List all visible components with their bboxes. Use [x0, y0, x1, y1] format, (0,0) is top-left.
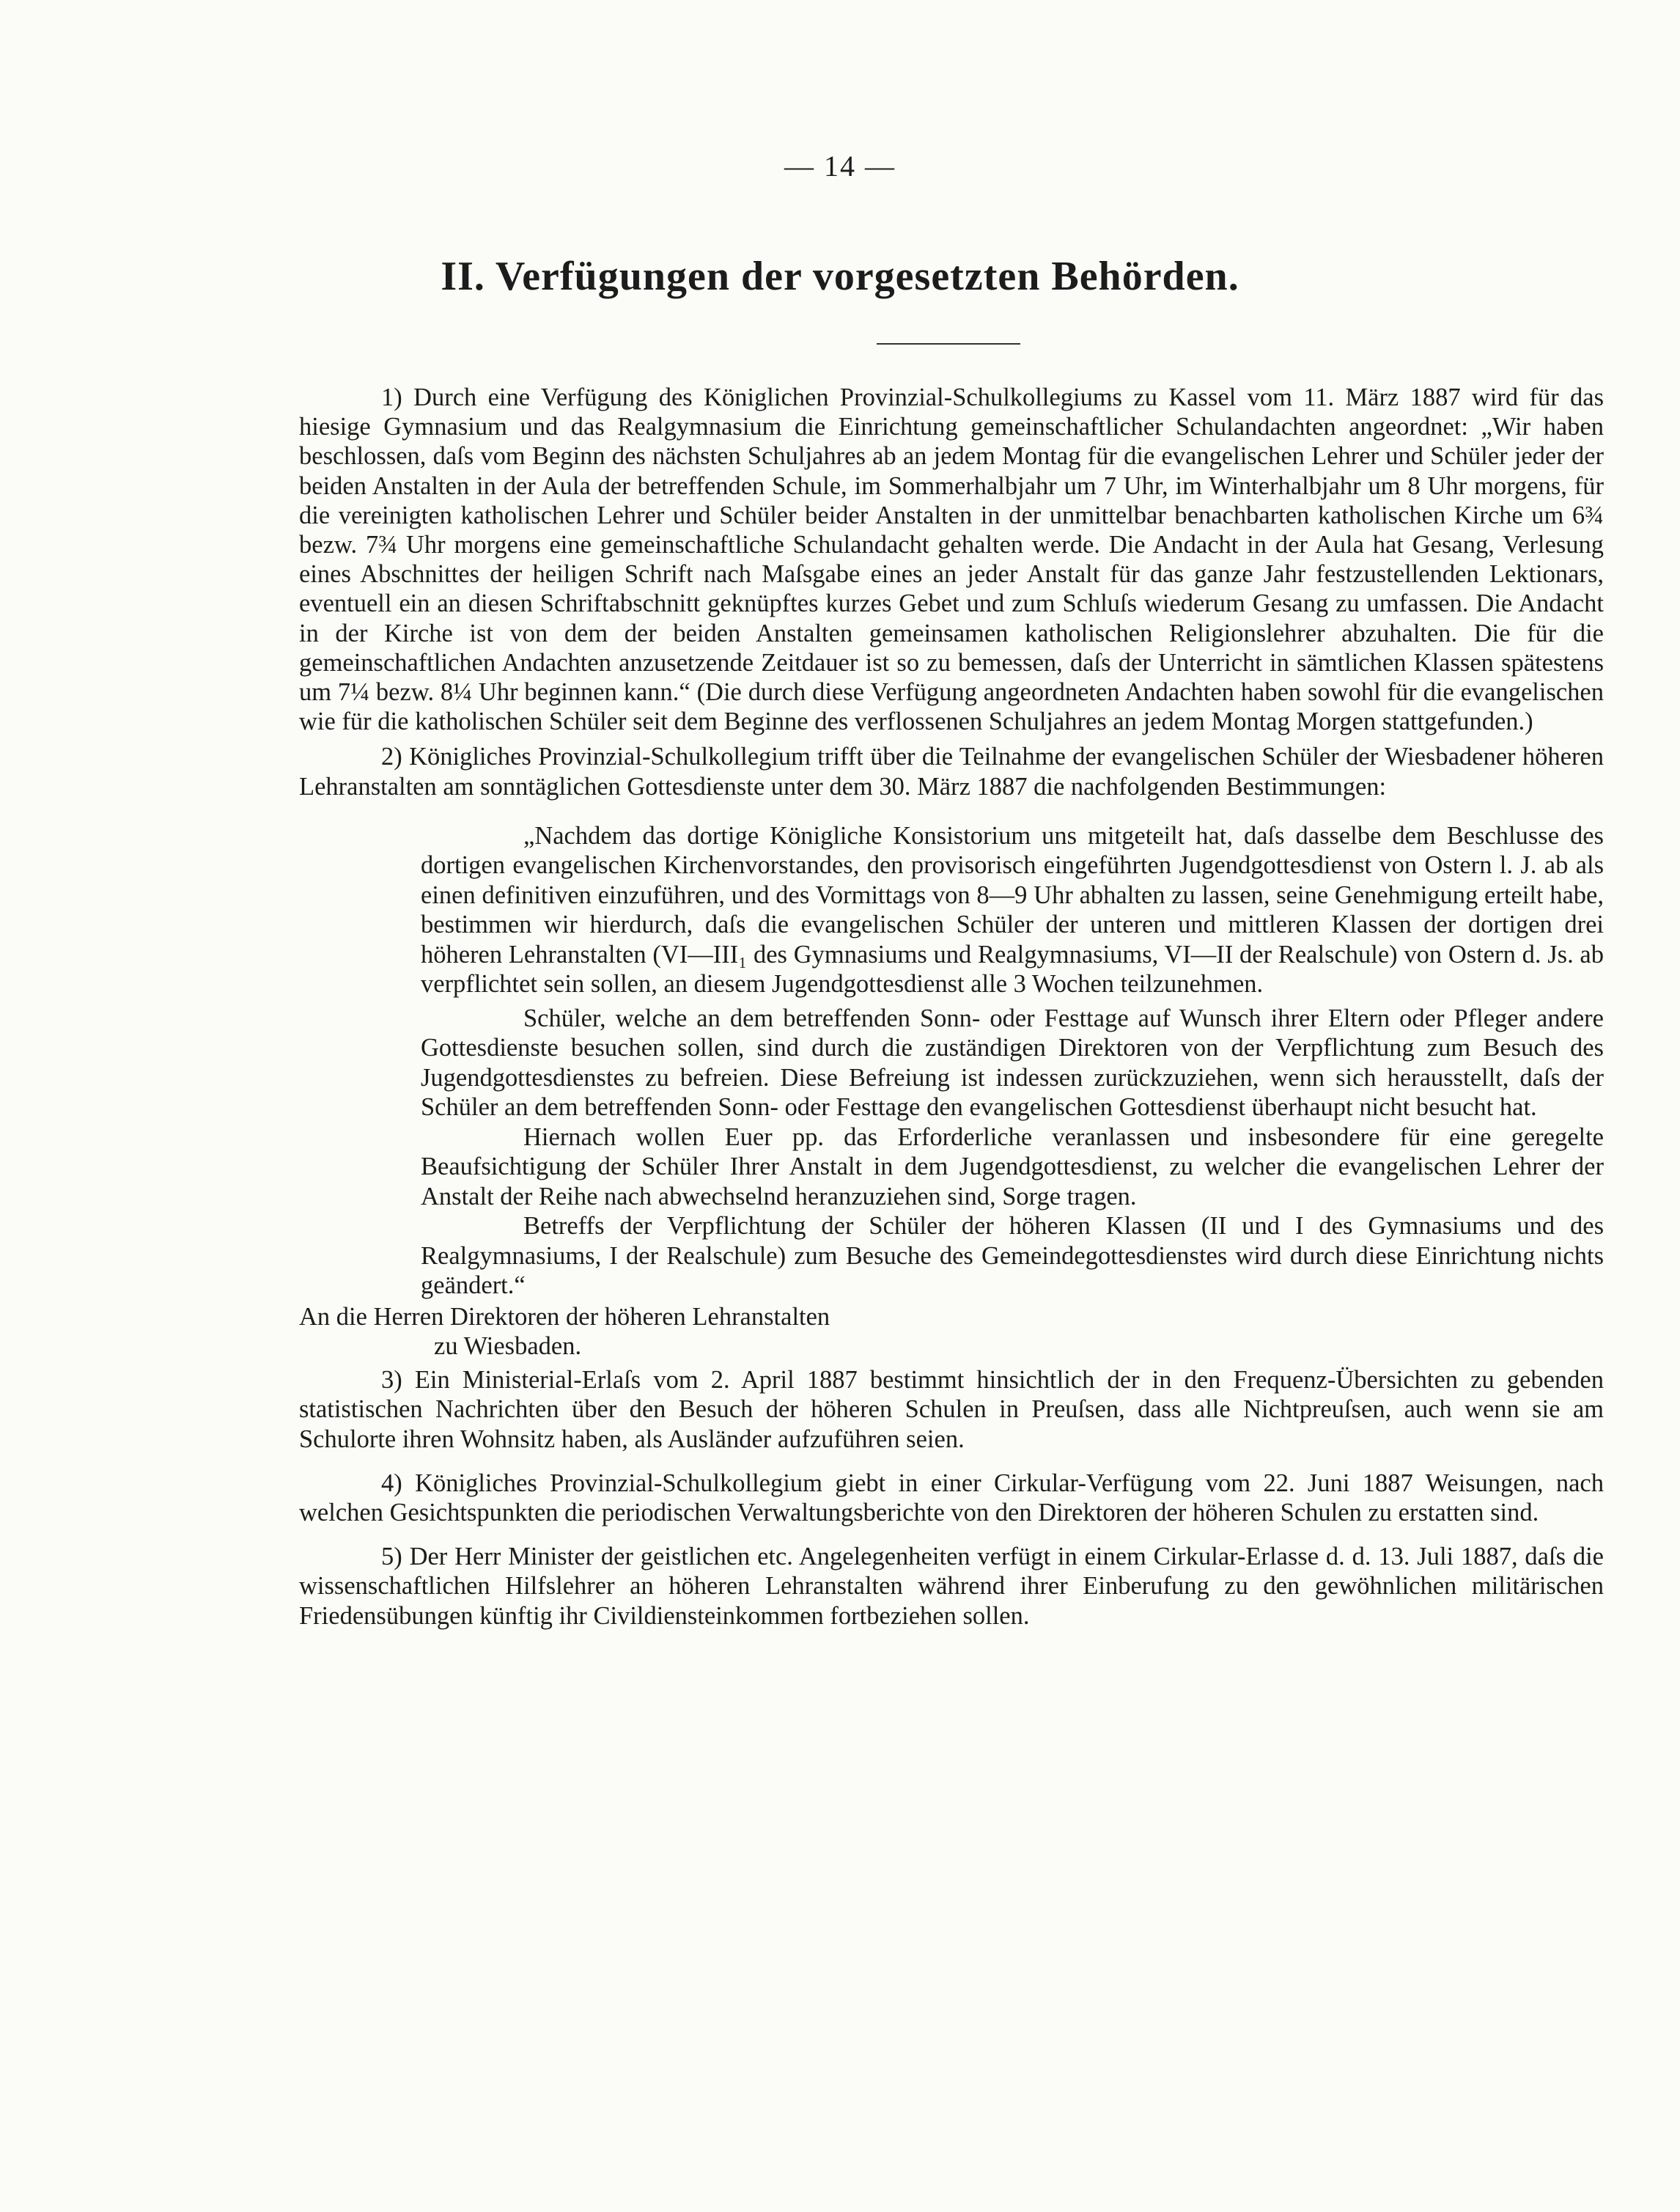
quote-paragraph-4: Betreffs der Verpflichtung der Schüler der höheren Klassen (II und I des Gymnasiums und des Realgymnasiums, I der Realschule) zum Besuche des Gemeindegottesdienstes wird durch diese Einrichtung nichts geändert.“	[421, 1212, 1604, 1300]
page-number: — 14 —	[784, 150, 896, 183]
paragraph-1: 1) Durch eine Verfügung des Königlichen Provinzial-Schulkollegiums zu Kassel vom 11. März 1887 wird für das hiesige Gymnasium und das Realgymnasium die Einrichtung gemeinschaftlicher Schulandachten angeordnet: „Wir haben beschlossen, daſs vom Beginn des nächsten Schuljahres ab an jedem Montag für die evangelischen Lehrer und Schüler jeder der beiden Anstalten in der Aula der betreffenden Schule, im Sommerhalbjahr um 7 Uhr, im Winterhalbjahr um 8 Uhr morgens, für die vereinigten katholischen Lehrer und Schüler beider Anstalten in der unmittelbar benachbarten katholischen Kirche um 6¾ bezw. 7¾ Uhr morgens eine gemeinschaftliche Schulandacht gehalten werde. Die Andacht in der Aula hat Gesang, Verlesung eines Abschnittes der heiligen Schrift nach Maſsgabe eines an jeder Anstalt für das ganze Jahr festzustellenden Lektionars, eventuell ein an diesen Schriftabschnitt geknüpftes kurzes Gebet und zum Schluſs wiederum Gesang zu umfassen. Die Andacht in der Kirche ist von dem der beiden Anstalten gemeinsamen katholischen Religionslehrer abzuhalten. Die für die gemeinschaftlichen Andachten anzusetzende Zeitdauer ist so zu bemessen, daſs der Unterricht in sämtlichen Klassen spätestens um 7¼ bezw. 8¼ Uhr beginnen kann.“ (Die durch diese Verfügung angeordneten Andachten haben sowohl für die evangelischen wie für die katholischen Schüler seit dem Beginne des verflossenen Schuljahres an jedem Montag Morgen stattgefunden.)	[299, 383, 1604, 736]
quoted-decree	[421, 821, 1604, 1301]
paragraph-2: 2) Königliches Provinzial-Schulkollegium trifft über die Teilnahme der evangelischen Schüler der Wiesbadener höheren Lehranstalten am sonntäglichen Gottesdienste unter dem 30. März 1887 die nachfolgenden Bestimmungen:	[299, 743, 1604, 801]
quote-paragraph-2: Schüler, welche an dem betreffenden Sonn- oder Festtage auf Wunsch ihrer Eltern oder Pfleger andere Gottesdienste besuchen sollen, sind durch die zuständigen Direktoren von der Verpflichtung zum Besuch des Jugendgottesdienstes zu befreien. Diese Befreiung ist indessen zurückzuziehen, wenn sich herausstellt, daſs der Schüler an dem betreffenden Sonn- oder Festtage den evangelischen Gottesdienst überhaupt nicht besucht hat.	[421, 1004, 1604, 1122]
address-block	[299, 1302, 1604, 1361]
paragraph-4: 4) Königliches Provinzial-Schulkollegium giebt in einer Cirkular-Verfügung vom 22. Juni 1887 Weisungen, nach welchen Gesichtspunkten die periodischen Verwaltungsberichte von den Direktoren der höheren Schulen zu erstatten sind.	[299, 1469, 1604, 1527]
address-line-1: An die Herren Direktoren der höheren Lehranstalten	[299, 1302, 830, 1331]
quote-paragraph-3: Hiernach wollen Euer pp. das Erforderliche veranlassen und insbesondere für eine geregelte Beaufsichtigung der Schüler Ihrer Anstalt in dem Jugendgottesdienst, zu welcher die evangelischen Lehrer der Anstalt der Reihe nach abwechselnd heranzuziehen sind, Sorge tragen.	[421, 1122, 1604, 1210]
quote-paragraph-1: „Nachdem das dortige Königliche Konsistorium uns mitgeteilt hat, daſs dasselbe dem Beschlusse des dortigen evangelischen Kirchenvorstandes, den provisorisch eingeführten Jugendgottesdienst von Ostern l. J. ab als einen definitiven einzuführen, und des Vormittags von 8—9 Uhr abhalten zu lassen, seine Genehmigung erteilt habe, bestimmen wir hierdurch, daſs die evangelischen Schüler der unteren und mittleren Klassen der dortigen drei höheren Lehranstalten (VI—III₁ des Gymnasiums und Realgymnasiums, VI—II der Realschule) von Ostern d. Js. ab verpflichtet sein sollen, an diesem Jugendgottesdienst alle 3 Wochen teilzunehmen.	[421, 821, 1604, 999]
heading-divider	[877, 343, 1020, 345]
paragraph-3: 3) Ein Ministerial-Erlaſs vom 2. April 1887 bestimmt hinsichtlich der in den Frequenz-Übersichten zu gebenden statistischen Nachrichten über den Besuch der höheren Schulen in Preuſsen, dass alle Nichtpreuſsen, auch wenn sie am Schulorte ihren Wohnsitz haben, als Ausländer aufzuführen seien.	[299, 1366, 1604, 1453]
body-text	[299, 383, 1604, 1631]
address-line-2: zu Wiesbaden.	[434, 1332, 582, 1361]
section-heading: II. Verfügungen der vorgesetzten Behörden.	[441, 254, 1239, 299]
paragraph-5: 5) Der Herr Minister der geistlichen etc. Angelegenheiten verfügt in einem Cirkular-Erlasse d. d. 13. Juli 1887, daſs die wissenschaftlichen Hilfslehrer an höheren Lehranstalten während ihrer Einberufung zu den gewöhnlichen militärischen Friedensübungen künftig ihr Civildiensteinkommen fortbeziehen sollen.	[299, 1543, 1604, 1630]
